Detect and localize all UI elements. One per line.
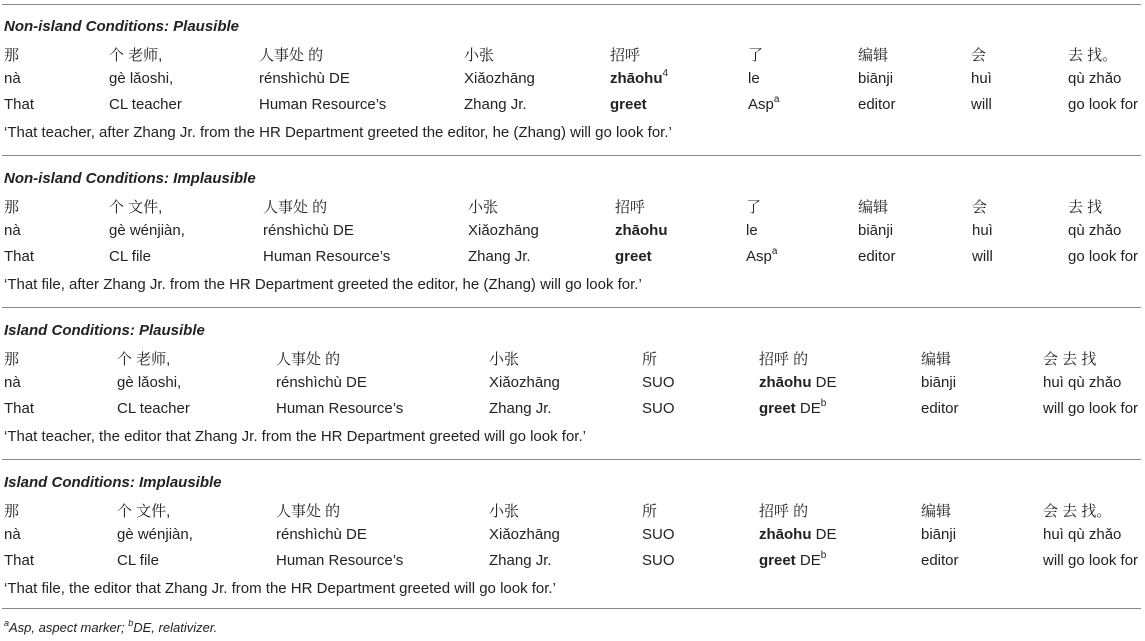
gloss-cell: rénshìchù DE (263, 222, 354, 239)
gloss-cell: That (4, 552, 35, 569)
translation: ‘That teacher, after Zhang Jr. from the HR Department greeted the editor, he (Zhang) will go look for.’ (4, 124, 672, 141)
gloss-cell: Human Resource’s (263, 248, 391, 265)
gloss-cell: editor (921, 552, 959, 569)
gloss-cell: nà (4, 526, 21, 543)
translation: ‘That file, the editor that Zhang Jr. from the HR Department greeted will go look for.’ (4, 580, 556, 597)
gloss-cell: biānji (858, 70, 894, 87)
bold-word: zhāohu (610, 70, 663, 87)
gloss-cell: qù zhǎo (1068, 222, 1122, 239)
word: DE (795, 400, 821, 417)
gloss-row (0, 552, 1145, 572)
gloss-cell: 了 (748, 47, 764, 64)
gloss-cell: biānji (858, 222, 894, 239)
gloss-cell: That (4, 248, 35, 265)
gloss-cell: Xiǎozhāng (468, 222, 539, 239)
gloss-cell: 人事处 的 (276, 351, 341, 368)
chinese-row (0, 500, 1145, 520)
gloss-cell: 编辑 (921, 351, 952, 368)
gloss-cell: 会 (971, 47, 987, 64)
gloss-cell: le (746, 222, 758, 239)
block-title: Island Conditions: Implausible (4, 474, 222, 491)
gloss-cell: go look for (1068, 248, 1139, 265)
pinyin-row (0, 222, 1145, 242)
footnote-mark-a: a (4, 617, 10, 628)
gloss-cell: 去 找 (1068, 199, 1103, 216)
gloss-cell: 编辑 (921, 503, 952, 520)
gloss-cell: 个 老师, (109, 47, 163, 64)
gloss-cell: CL file (109, 248, 151, 265)
gloss-cell: 了 (746, 199, 762, 216)
bold-word: greet (759, 400, 796, 417)
gloss-cell: 会 去 找。 (1043, 503, 1112, 520)
top-rule (2, 4, 1141, 5)
gloss-cell: 小张 (489, 503, 520, 520)
gloss-cell: will (972, 248, 993, 265)
gloss-cell: le (748, 70, 760, 87)
gloss-cell: rénshìchù DE (259, 70, 350, 87)
gloss-cell: 个 老师, (117, 351, 171, 368)
gloss-cell: rénshìchù DE (276, 526, 367, 543)
gloss-cell: 那 (4, 47, 20, 64)
footnote-text-a: Asp, aspect marker; (9, 620, 129, 635)
gloss-cell: 小张 (489, 351, 520, 368)
gloss-cell: 小张 (464, 47, 495, 64)
gloss-cell: 编辑 (858, 47, 889, 64)
gloss-cell: 招呼 的 (759, 351, 809, 368)
gloss-cell: 人事处 的 (263, 199, 328, 216)
block-title: Non-island Conditions: Plausible (4, 18, 240, 35)
gloss-cell: Human Resource’s (276, 552, 404, 569)
gloss-cell (759, 552, 826, 569)
gloss-cell: 所 (642, 351, 658, 368)
gloss-cell: SUO (642, 552, 675, 569)
gloss-cell: That (4, 400, 35, 417)
gloss-cell (610, 70, 668, 87)
gloss-cell: Zhang Jr. (489, 400, 552, 417)
gloss-cell: Zhang Jr. (489, 552, 552, 569)
footnote-mark: b (820, 398, 827, 409)
gloss-cell: huì (971, 70, 992, 87)
pinyin-row (0, 70, 1145, 90)
word: DE (811, 374, 837, 391)
gloss-cell: That (4, 96, 35, 113)
chinese-row (0, 348, 1145, 368)
gloss-cell: 编辑 (858, 199, 889, 216)
gloss-cell (759, 374, 837, 391)
pinyin-row (0, 374, 1145, 394)
bold-word: zhāohu (759, 374, 812, 391)
gloss-cell (748, 96, 779, 113)
gloss-cell: Human Resource’s (276, 400, 404, 417)
gloss-cell: rénshìchù DE (276, 374, 367, 391)
gloss-cell: nà (4, 222, 21, 239)
gloss-cell: gè wénjiàn, (109, 222, 185, 239)
bold-word: zhāohu (615, 222, 668, 239)
gloss-cell: 个 文件, (117, 503, 171, 520)
gloss-cell (610, 96, 647, 113)
gloss-cell: go look for (1068, 96, 1139, 113)
block-title: Non-island Conditions: Implausible (4, 170, 256, 187)
gloss-row (0, 96, 1145, 116)
gloss-cell: biānji (921, 374, 957, 391)
gloss-cell: huì qù zhǎo (1043, 526, 1122, 543)
gloss-row (0, 400, 1145, 420)
gloss-cell (746, 248, 777, 265)
gloss-cell: Zhang Jr. (468, 248, 531, 265)
gloss-cell: 会 (972, 199, 988, 216)
gloss-cell: 会 去 找 (1043, 351, 1097, 368)
gloss-cell: will go look for (1043, 400, 1139, 417)
gloss-cell: huì (972, 222, 993, 239)
footnote (4, 617, 218, 635)
translation: ‘That teacher, the editor that Zhang Jr. from the HR Department greeted will go look for.’ (4, 428, 586, 445)
gloss-cell (759, 400, 826, 417)
word: Asp (748, 96, 774, 113)
gloss-cell (615, 248, 652, 265)
footnote-mark: a (771, 246, 778, 257)
bold-word: greet (615, 248, 652, 265)
gloss-cell: will go look for (1043, 552, 1139, 569)
gloss-cell: editor (921, 400, 959, 417)
translation: ‘That file, after Zhang Jr. from the HR Department greeted the editor, he (Zhang) will go look for.’ (4, 276, 642, 293)
block-title: Island Conditions: Plausible (4, 322, 205, 339)
word: DE (811, 526, 837, 543)
gloss-cell: qù zhǎo (1068, 70, 1122, 87)
gloss-cell: 那 (4, 199, 20, 216)
bold-word: greet (759, 552, 796, 569)
gloss-cell (759, 526, 837, 543)
footnote-text-b: DE, relativizer. (133, 620, 218, 635)
gloss-cell: 个 文件, (109, 199, 163, 216)
gloss-cell: nà (4, 70, 21, 87)
gloss-cell: 那 (4, 351, 20, 368)
gloss-cell: SUO (642, 526, 675, 543)
gloss-cell: Xiǎozhāng (464, 70, 535, 87)
gloss-cell: editor (858, 96, 896, 113)
chinese-row (0, 196, 1145, 216)
gloss-cell: nà (4, 374, 21, 391)
bold-word: zhāohu (759, 526, 812, 543)
footnote-mark: a (773, 94, 780, 105)
gloss-cell: will (971, 96, 992, 113)
block-rule (2, 155, 1141, 156)
gloss-cell: Xiǎozhāng (489, 374, 560, 391)
gloss-cell: 招呼 (610, 47, 641, 64)
footnote-mark: b (820, 550, 827, 561)
pinyin-row (0, 526, 1145, 546)
gloss-cell: gè wénjiàn, (117, 526, 193, 543)
gloss-cell: gè lǎoshi, (117, 374, 182, 391)
block-rule (2, 307, 1141, 308)
gloss-cell: 小张 (468, 199, 499, 216)
gloss-cell: 人事处 的 (259, 47, 324, 64)
bottom-rule (2, 608, 1141, 609)
gloss-cell: 招呼 (615, 199, 646, 216)
bold-word: greet (610, 96, 647, 113)
gloss-cell: Zhang Jr. (464, 96, 527, 113)
gloss-cell: Human Resource’s (259, 96, 387, 113)
gloss-cell: SUO (642, 400, 675, 417)
gloss-cell: 去 找。 (1068, 47, 1118, 64)
gloss-cell: Xiǎozhāng (489, 526, 560, 543)
gloss-row (0, 248, 1145, 268)
gloss-cell: editor (858, 248, 896, 265)
block-rule (2, 459, 1141, 460)
gloss-cell: huì qù zhǎo (1043, 374, 1122, 391)
gloss-cell (615, 222, 668, 239)
gloss-cell: 所 (642, 503, 658, 520)
chinese-row (0, 44, 1145, 64)
gloss-cell: 那 (4, 503, 20, 520)
footnote-mark-b: b (128, 617, 134, 628)
gloss-cell: SUO (642, 374, 675, 391)
gloss-cell: CL teacher (117, 400, 190, 417)
gloss-cell: gè lǎoshi, (109, 70, 174, 87)
gloss-cell: 招呼 的 (759, 503, 809, 520)
word: DE (795, 552, 821, 569)
gloss-cell: biānji (921, 526, 957, 543)
gloss-cell: 人事处 的 (276, 503, 341, 520)
footnote-mark: 4 (662, 68, 669, 79)
gloss-cell: CL file (117, 552, 159, 569)
gloss-cell: CL teacher (109, 96, 182, 113)
word: Asp (746, 248, 772, 265)
